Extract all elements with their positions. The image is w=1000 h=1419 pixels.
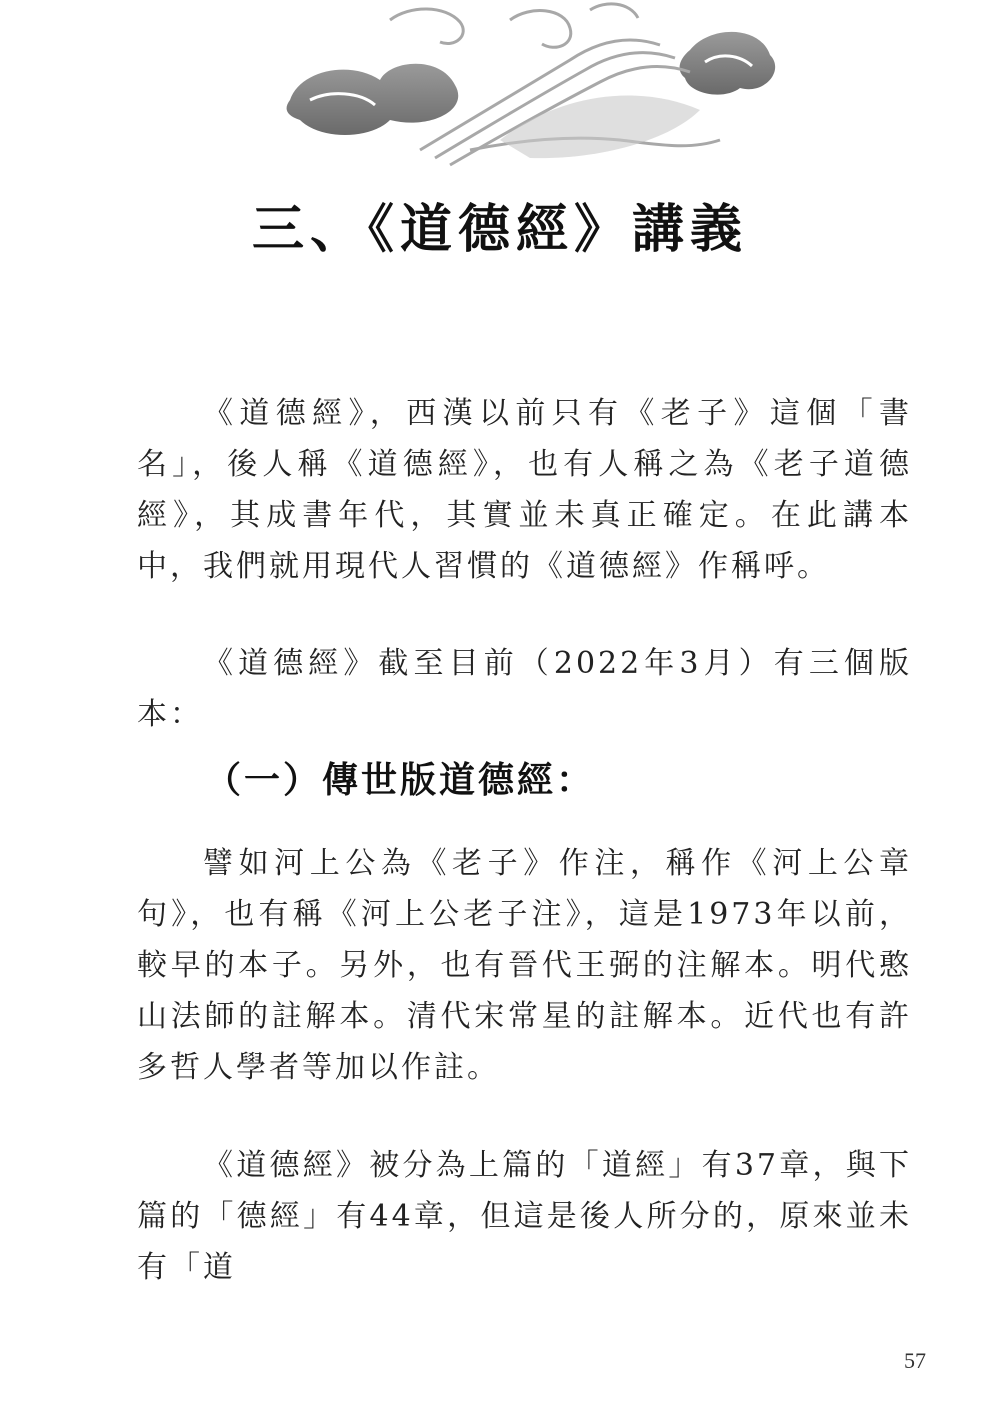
cloud-wave-ornament-icon <box>270 0 790 170</box>
page-number: 57 <box>904 1348 926 1373</box>
intro-paragraph-2: 《道德經》截至目前（2022年3月）有三個版本： <box>137 646 912 732</box>
chapter-title: 三、《道德經》講義 <box>251 199 748 260</box>
section-paragraph-1: 譬如河上公為《老子》作注，稱作《河上公章句》，也有稱《河上公老子注》，這是1973年以前，較早的本子。另外，也有晉代王弼的注解本。明代憨山法師的註解本。清代宋常星的註解本。近代也有許多哲人學者等加以作註。 <box>137 846 912 1085</box>
section-paragraph-2: 《道德經》被分為上篇的「道經」有37章，與下篇的「德經」有44章，但這是後人所分的，原來並未有「道 <box>137 1148 912 1285</box>
intro-paragraph-1: 《道德經》，西漢以前只有《老子》這個「書名」，後人稱《道德經》，也有人稱之為《老子道德經》，其成書年代，其實並未真正確定。在此講本中，我們就用現代人習慣的《道德經》作稱呼。 <box>137 396 912 584</box>
section-heading: （一）傳世版道德經： <box>205 759 596 801</box>
